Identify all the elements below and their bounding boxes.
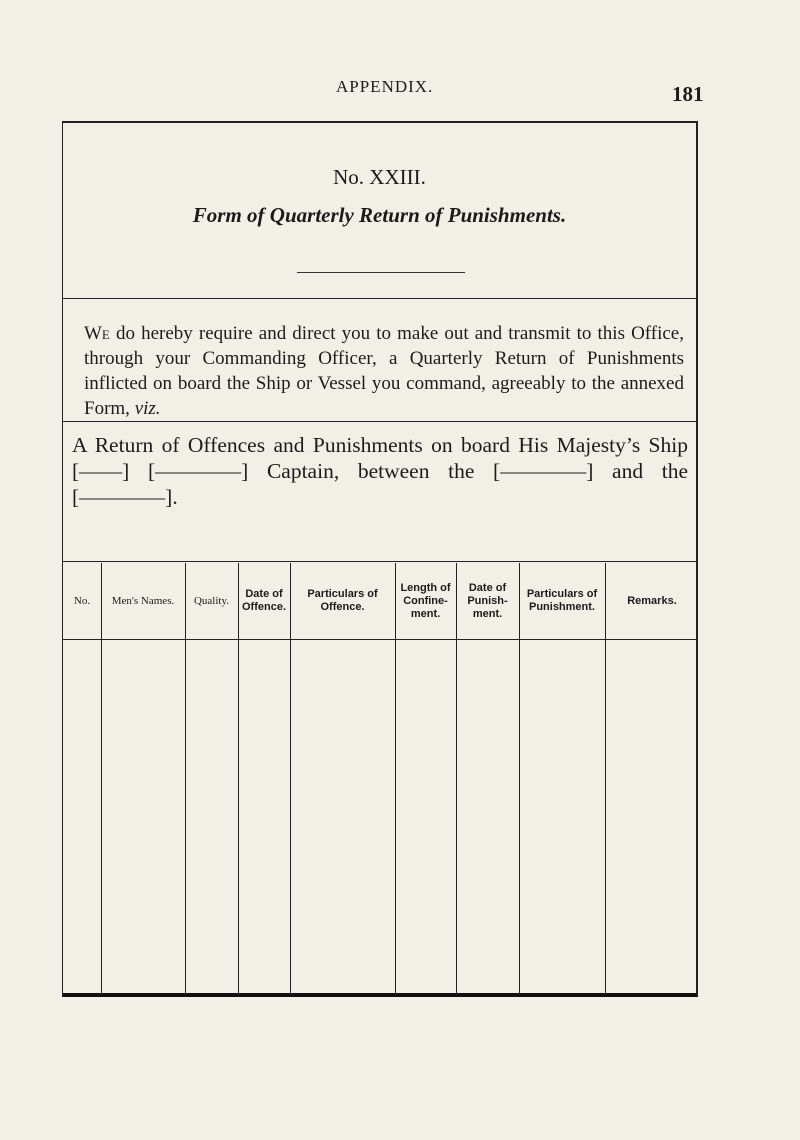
table-header — [63, 563, 696, 639]
form-frame — [62, 121, 698, 997]
instruction-body: do hereby require and direct you to make out and transmit to this Office, through your Commanding Officer, a Quarterly Return of Punishments inflicted on board the Ship or Vessel you command, agreeably to the annexed Form, — [84, 323, 684, 419]
form-title: Form of Quarterly Return of Punishments. — [192, 203, 567, 227]
table-header-rule — [63, 639, 696, 640]
column-divider — [185, 563, 186, 993]
column-divider — [395, 563, 396, 993]
column-header: Men's Names. — [111, 594, 175, 607]
column-divider — [238, 563, 239, 993]
instruction-viz: viz. — [134, 398, 161, 419]
column-header: No. — [73, 594, 91, 607]
column-header: Particulars of Offence. — [307, 588, 378, 613]
column-header: Remarks. — [627, 594, 677, 607]
column-divider — [605, 563, 606, 993]
section-divider — [63, 421, 696, 422]
return-heading: A Return of Offences and Punishments on board His Majesty’s Ship [——] [————] Captain, between the [————] and the [————]. — [72, 433, 688, 509]
column-header: Date of Offence. — [241, 588, 286, 613]
title-divider — [297, 272, 465, 273]
instruction-paragraph — [84, 321, 684, 421]
running-head: APPENDIX. — [336, 77, 434, 96]
table-top-rule — [63, 561, 696, 562]
column-header: Date of Punish-ment. — [467, 581, 508, 620]
section-divider — [63, 298, 696, 299]
page-number: 181 — [672, 82, 704, 106]
column-header: Quality. — [193, 594, 230, 607]
column-divider — [101, 563, 102, 993]
column-header: Particulars of Punishment. — [526, 588, 598, 613]
instruction-lead: We — [84, 323, 110, 344]
column-divider — [456, 563, 457, 993]
column-divider — [290, 563, 291, 993]
column-header: Length of Confine-ment. — [400, 581, 451, 620]
column-divider — [519, 563, 520, 993]
form-number: No. XXIII. — [333, 165, 426, 189]
